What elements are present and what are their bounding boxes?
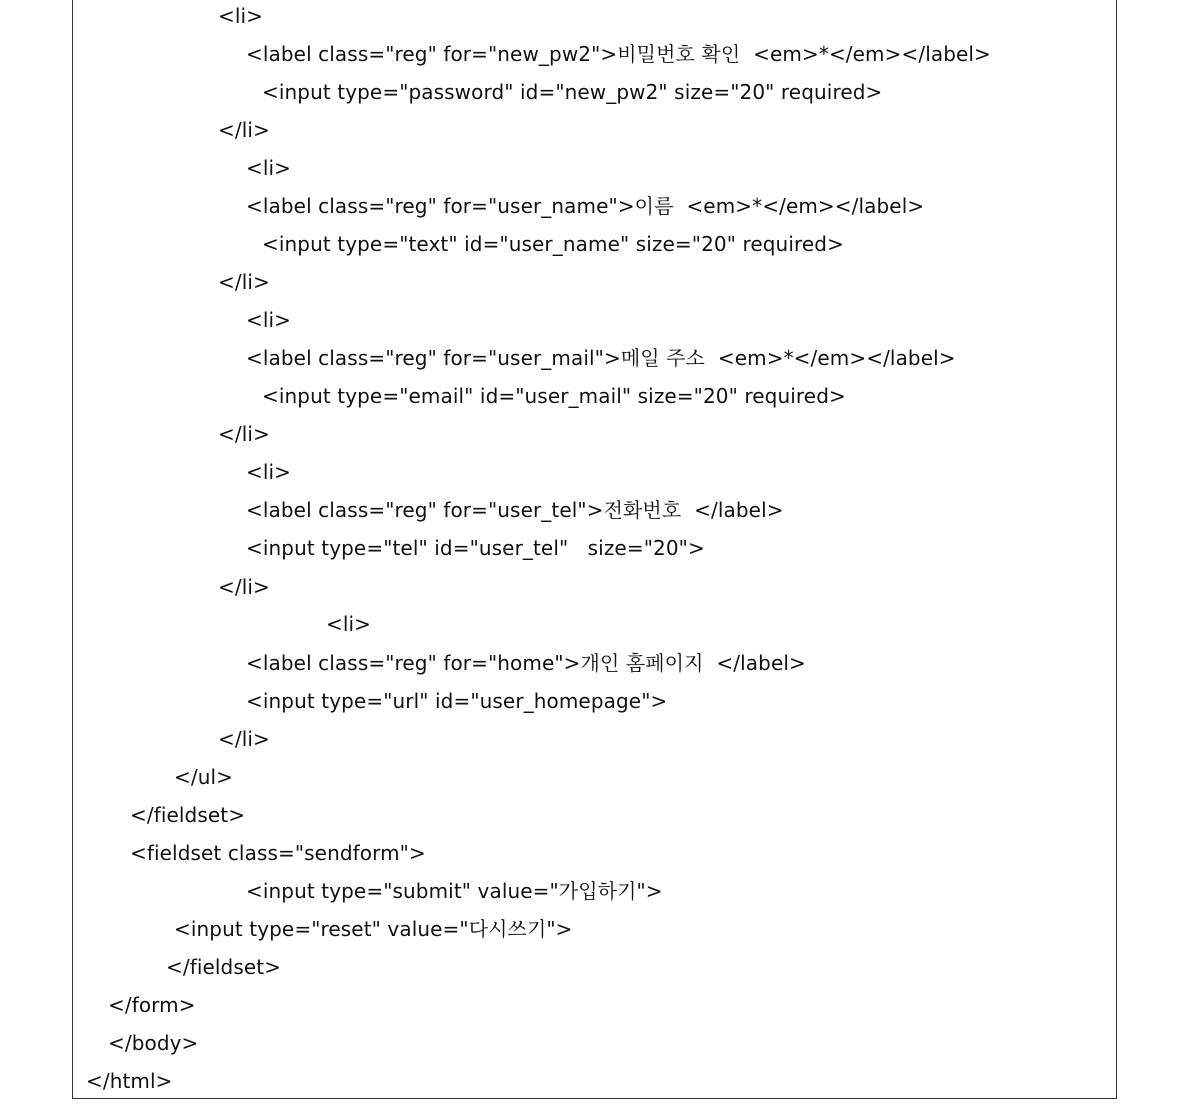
code-line-19: <input type="url" id="user_homepage"> — [246, 689, 668, 713]
code-line-8: </li> — [218, 270, 270, 294]
code-line-17: <li> — [326, 612, 372, 636]
code-line-22: </fieldset> — [130, 803, 246, 827]
code-line-7: <input type="text" id="user_name" size="20" required> — [262, 232, 844, 256]
code-line-16: </li> — [218, 575, 270, 599]
code-line-23: <fieldset class="sendform"> — [130, 841, 426, 865]
code-line-10: <label class="reg" for="user_mail">메일 주소 <em>*</em></label> — [246, 346, 956, 370]
code-line-26: </fieldset> — [166, 955, 282, 979]
code-line-13: <li> — [246, 460, 292, 484]
code-line-18: <label class="reg" for="home">개인 홈페이지 </label> — [246, 651, 806, 675]
code-line-14: <label class="reg" for="user_tel">전화번호 </label> — [246, 498, 784, 522]
code-line-1: <li> — [218, 4, 264, 28]
code-line-21: </ul> — [174, 765, 233, 789]
code-line-24: <input type="submit" value="가입하기"> — [246, 879, 663, 903]
code-line-27: </form> — [108, 993, 196, 1017]
code-line-2: <label class="reg" for="new_pw2">비밀번호 확인 <em>*</em></label> — [246, 42, 991, 66]
code-line-3: <input type="password" id="new_pw2" size="20" required> — [262, 80, 883, 104]
code-line-20: </li> — [218, 727, 270, 751]
code-line-11: <input type="email" id="user_mail" size="20" required> — [262, 384, 846, 408]
code-line-5: <li> — [246, 156, 292, 180]
code-line-29: </html> — [86, 1069, 173, 1093]
code-line-15: <input type="tel" id="user_tel" size="20"> — [246, 536, 705, 560]
code-line-4: </li> — [218, 118, 270, 142]
code-line-6: <label class="reg" for="user_name">이름 <em>*</em></label> — [246, 194, 925, 218]
code-line-9: <li> — [246, 308, 292, 332]
code-line-12: </li> — [218, 422, 270, 446]
code-line-25: <input type="reset" value="다시쓰기"> — [174, 917, 573, 941]
code-line-28: </body> — [108, 1031, 199, 1055]
